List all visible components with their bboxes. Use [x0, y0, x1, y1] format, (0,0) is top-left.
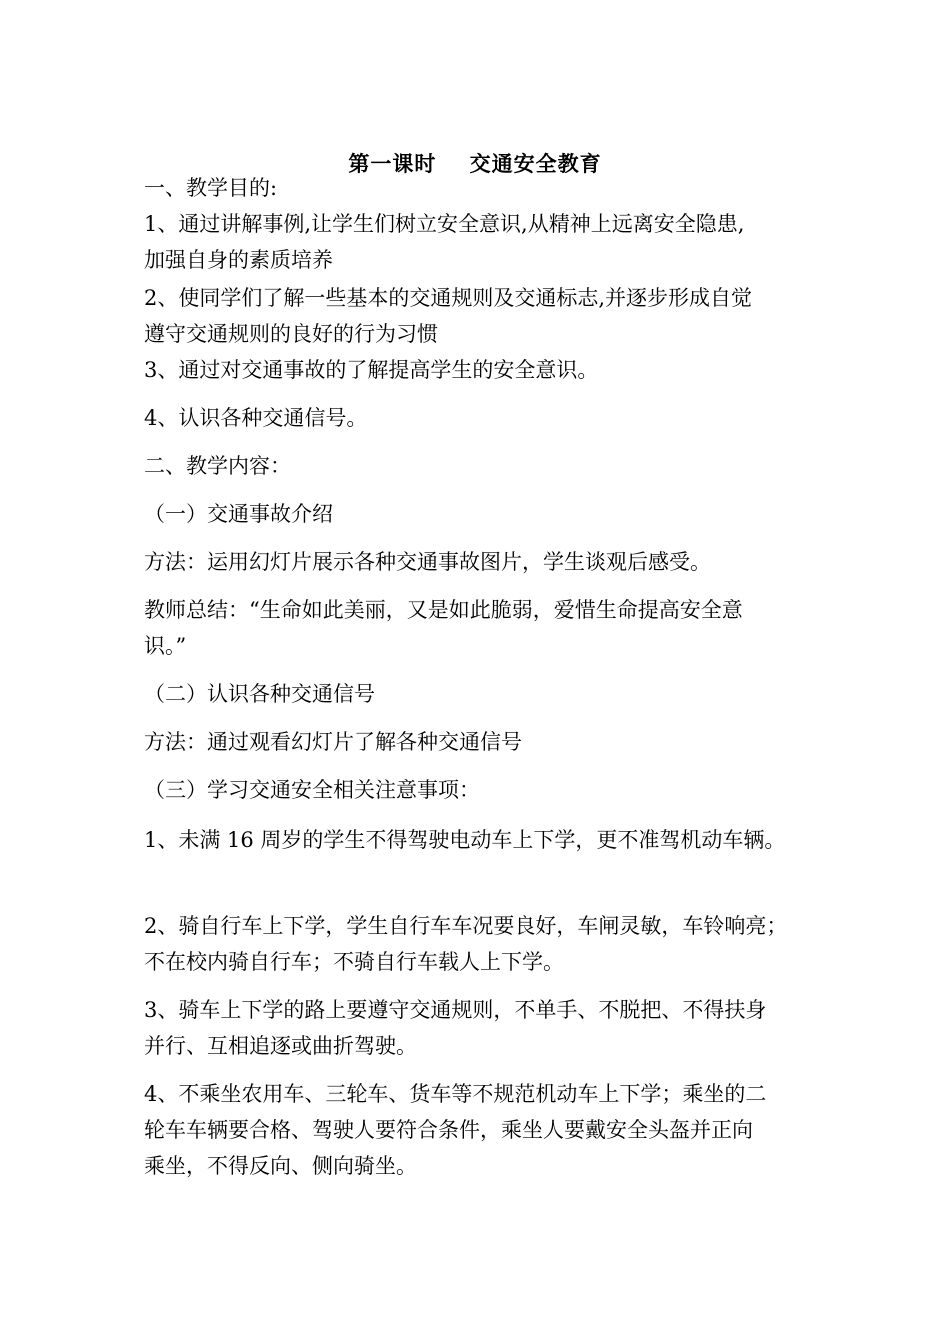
lesson-title: 第一课时 交通安全教育: [348, 151, 602, 176]
method-line-2: 方法：通过观看幻灯片了解各种交通信号: [144, 730, 522, 754]
note-4-line-1: 4、不乘坐农用车、三轮车、货车等不规范机动车上下学；乘坐的二: [144, 1082, 767, 1106]
objective-3: 3、通过对交通事故的了解提高学生的安全意识。: [144, 358, 599, 382]
objective-2-line-2: 遵守交通规则的良好的行为习惯: [144, 322, 438, 346]
note-3-line-1: 3、骑车上下学的路上要遵守交通规则，不单手、不脱把、不得扶身: [144, 998, 767, 1022]
note-4-line-2: 轮车车辆要合格、驾驶人要符合条件，乘坐人要戴安全头盔并正向: [144, 1118, 753, 1142]
note-4-line-3: 乘坐，不得反向、侧向骑坐。: [144, 1154, 417, 1178]
note-2-line-2: 不在校内骑自行车；不骑自行车载人上下学。: [144, 950, 564, 974]
subsection-safety-notes: （三）学习交通安全相关注意事项：: [144, 778, 480, 802]
objective-4: 4、认识各种交通信号。: [144, 406, 368, 430]
objective-1-line-2: 加强自身的素质培养: [144, 248, 333, 272]
objective-1-line-1: 1、通过讲解事例,让学生们树立安全意识,从精神上远离安全隐患,: [144, 212, 745, 236]
note-2-line-1: 2、骑自行车上下学，学生自行车车况要良好，车闸灵敏，车铃响亮；: [144, 914, 788, 938]
section-heading-content: 二、教学内容：: [144, 454, 291, 478]
teacher-summary-line-2: 识。”: [144, 634, 187, 658]
subsection-accident-intro: （一）交通事故介绍: [144, 502, 333, 526]
teacher-summary-line-1: 教师总结：“生命如此美丽，又是如此脆弱，爱惜生命提高安全意: [144, 598, 743, 622]
note-1: 1、未满 16 周岁的学生不得驾驶电动车上下学，更不准驾机动车辆。: [144, 828, 786, 852]
subsection-traffic-signals: （二）认识各种交通信号: [144, 682, 375, 706]
method-line-1: 方法：运用幻灯片展示各种交通事故图片，学生谈观后感受。: [144, 550, 711, 574]
note-3-line-2: 并行、互相追逐或曲折驾驶。: [144, 1034, 417, 1058]
section-heading-objectives: 一、教学目的:: [144, 176, 278, 200]
objective-2-line-1: 2、使同学们了解一些基本的交通规则及交通标志,并逐步形成自觉: [144, 286, 753, 310]
